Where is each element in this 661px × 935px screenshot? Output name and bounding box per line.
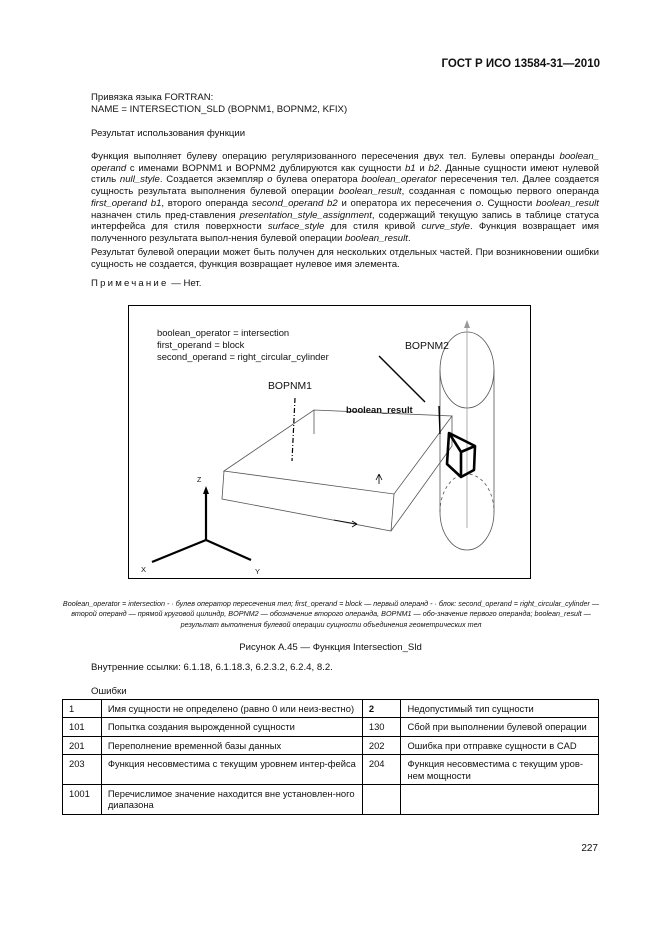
note-text: — Нет. <box>168 278 202 289</box>
error-code <box>362 785 401 815</box>
table-row <box>63 736 599 754</box>
figure-legend: Boolean_operator = intersection - · булев оператор пересечения тел; first_operand = block — первый операнд - · блок: second_operand = right_circular_cylinder — второй операнд — прямой круговой цилиндр, BOPNM2 — обозначение второго операнда, BOPNM1 — обо-значение первого операнда; boolean_result — результат выполнения булевой операции сущности объединения геометрических тел <box>62 599 600 629</box>
error-code: 1001 <box>63 785 102 815</box>
axis-y-label: Y <box>255 567 261 576</box>
param-line-3: second_operand = right_circular_cylinder <box>157 351 329 362</box>
param-line-2: first_operand = block <box>157 339 245 350</box>
error-code: 202 <box>362 736 401 754</box>
error-description: Сбой при выполнении булевой операции <box>401 718 599 736</box>
error-description <box>401 785 599 815</box>
page-number: 227 <box>581 843 598 854</box>
error-description: Перечислимое значение находится вне установлен-ного диапазона <box>101 785 362 815</box>
table-row <box>63 718 599 736</box>
internal-references: Внутренние ссылки: 6.1.18, 6.1.18.3, 6.2.3.2, 6.2.4, 8.2. <box>91 662 333 673</box>
axis-x-label: X <box>141 565 147 574</box>
error-code: 201 <box>63 736 102 754</box>
table-row <box>63 755 599 785</box>
bopnm2-leader <box>379 356 425 402</box>
error-code: 1 <box>63 700 102 718</box>
result-heading: Результат использования функции <box>91 128 246 139</box>
errors-title: Ошибки <box>91 686 127 697</box>
table-row <box>63 785 599 815</box>
bopnm1-leader <box>292 398 295 461</box>
result-leader <box>439 406 440 434</box>
error-description: Функция несовместима с текущим уровнем интер-фейса <box>101 755 362 785</box>
errors-table <box>62 699 599 815</box>
param-line-1: boolean_operator = intersection <box>157 327 290 338</box>
fortran-binding-code: NAME = INTERSECTION_SLD (BOPNM1, BOPNM2, KFIX) <box>91 104 348 115</box>
table-row <box>63 700 599 718</box>
error-description: Ошибка при отправке сущности в CAD <box>401 736 599 754</box>
error-code: 204 <box>362 755 401 785</box>
fortran-binding-title: Привязка языка FORTRAN: <box>91 92 214 103</box>
error-code: 130 <box>362 718 401 736</box>
figure-caption: Рисунок А.45 — Функция Intersection_Sld <box>239 642 422 653</box>
result-paragraph: Результат булевой операции может быть получен для нескольких отдельных частей. При возникновении ошибки сущность не создается, функция возвращает нулевое имя элемента. <box>91 247 599 270</box>
label-bopnm2: BOPNM2 <box>405 341 449 352</box>
error-description: Недопустимый тип сущности <box>401 700 599 718</box>
figure-intersection <box>128 305 531 579</box>
block-outline <box>224 410 452 494</box>
error-description: Переполнение временной базы данных <box>101 736 362 754</box>
coordinate-axes <box>152 490 251 562</box>
description-paragraph: Функция выполняет булеву операцию регуляризованного пересечения двух тел. Булевы операнды boolean_ operand с именами BOPNM1 и BOPNM2 дублируются как сущности b1 и b2. Данные сущности имеют нулевой стиль null_style. Создается экземпляр o булева оператора boolean_operator пересечения тел. Далее создается сущность результата выполнения булевой операции boolean_result, созданная с помощью первого операнда first_operand b1, второго операнда second_operand b2 и оператора их пересечения o. Сущности boolean_result назначен стиль пред-ставления presentation_style_assignment, содержащий текущую запись в таблице статуса интерфейса для стиля поверхности surface_style для стиля кривой curve_style. Функция возвращает имя полученного результата выпол-нения булевой операции boolean_result. <box>91 151 599 244</box>
intersection-solid <box>447 433 475 477</box>
error-description: Попытка создания вырожденной сущности <box>101 718 362 736</box>
label-bopnm1: BOPNM1 <box>268 381 312 392</box>
note <box>91 278 201 290</box>
note-label: Примечание <box>91 278 169 289</box>
block-front-edges <box>222 471 394 531</box>
label-boolean-result: boolean_result <box>346 404 413 415</box>
block-right-edge <box>391 416 452 531</box>
error-code: 101 <box>63 718 102 736</box>
error-description: Имя сущности не определено (равно 0 или неиз-вестно) <box>101 700 362 718</box>
error-code: 203 <box>63 755 102 785</box>
error-code: 2 <box>362 700 401 718</box>
axis-z-label: Z <box>197 477 202 484</box>
document-header: ГОСТ Р ИСО 13584-31—2010 <box>441 58 600 70</box>
error-description: Функция несовместима с текущим уров-нем мощности <box>401 755 599 785</box>
